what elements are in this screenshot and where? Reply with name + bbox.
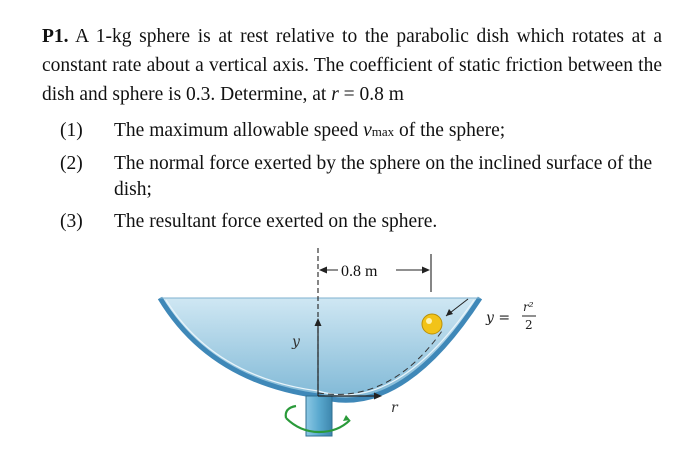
- r-symbol: r: [331, 84, 339, 105]
- question-item-3: [60, 209, 670, 235]
- dimension-arrowhead-left-icon: [319, 267, 327, 274]
- question-list: [60, 118, 670, 241]
- question-number: (1): [60, 120, 83, 141]
- equation-lhs: y =: [486, 310, 511, 326]
- sphere: [422, 314, 442, 334]
- question-text-post: of the sphere;: [394, 120, 506, 141]
- max-subscript: max: [371, 124, 395, 139]
- problem-text-part-1: A 1-kg sphere is at rest relative to the parabolic dish which rotates at a constant rate about a vertical axis. The coefficient of static friction between the dish and sphere is 0.3. Determine, at: [42, 26, 662, 105]
- question-item-2: [60, 151, 670, 203]
- problem-statement: [42, 22, 662, 109]
- y-axis-label: y: [292, 334, 300, 350]
- sphere-highlight: [426, 318, 432, 324]
- question-number: (3): [60, 211, 83, 232]
- rotation-arc-back-icon: [286, 406, 296, 418]
- shaft: [306, 396, 332, 436]
- question-item-1: [60, 118, 670, 145]
- question-number: (2): [60, 153, 83, 174]
- r-axis-label: r: [391, 400, 398, 416]
- equation-numerator: r²: [523, 300, 534, 314]
- rotation-arrowhead-icon: [343, 415, 350, 421]
- equation-denominator: 2: [525, 318, 533, 332]
- question-text-pre: The maximum allowable speed: [114, 120, 364, 141]
- problem-text-part-2: = 0.8 m: [338, 84, 404, 105]
- question-text: The resultant force exerted on the sphere.: [114, 211, 438, 232]
- dish-water: [160, 298, 480, 400]
- question-text: The normal force exerted by the sphere on the inclined surface of the dish;: [114, 153, 653, 200]
- question-text: [114, 118, 670, 145]
- problem-number: P1.: [42, 26, 69, 47]
- dimension-label: 0.8 m: [341, 263, 378, 280]
- v-symbol: v: [363, 120, 372, 141]
- parabolic-dish-figure: [150, 236, 570, 466]
- dimension-arrowhead-right-icon: [422, 267, 430, 274]
